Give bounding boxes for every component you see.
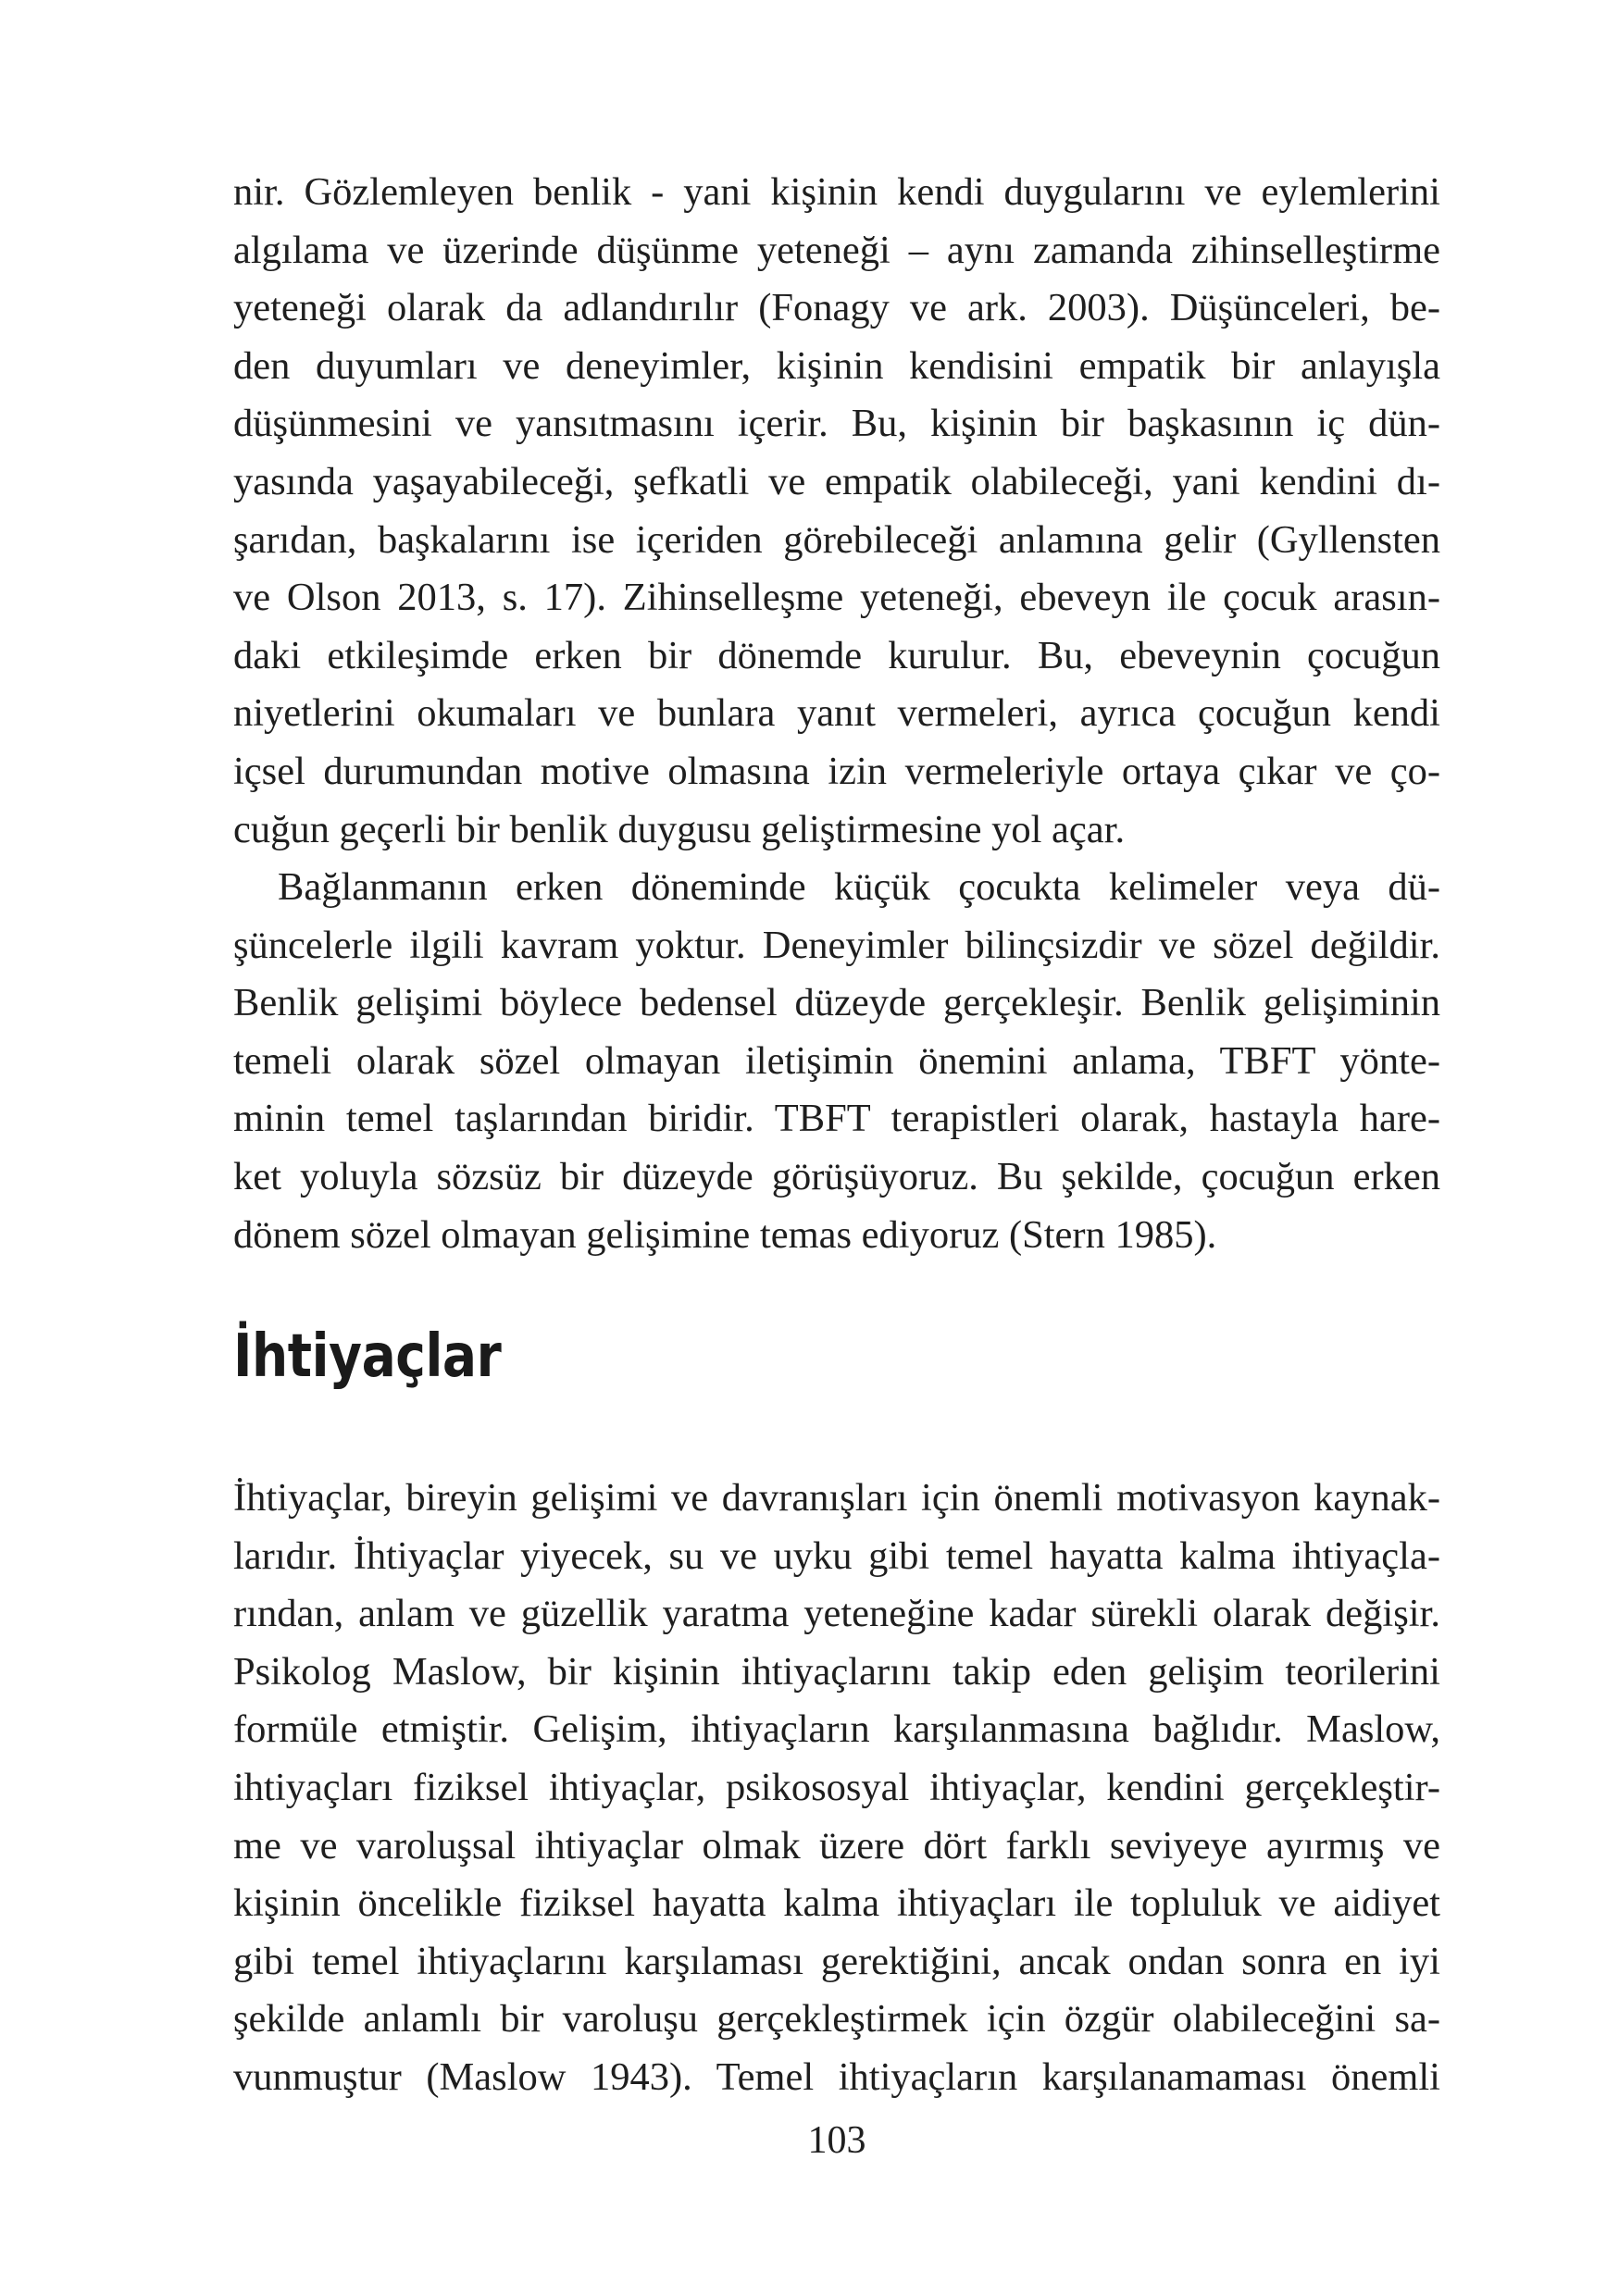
text-line: daki etkileşimde erken bir dönemde kurulur. Bu, ebeveynin çocuğun: [233, 633, 1440, 677]
text-line: me ve varoluşsal ihtiyaçlar olmak üzere dört farklı seviyeye ayırmış ve: [233, 1823, 1440, 1868]
text-line: ve Olson 2013, s. 17). Zihinselleşme yeteneği, ebeveyn ile çocuk arasın-: [233, 576, 1440, 620]
text-line: Bağlanmanın erken döneminde küçük çocukta kelimeler veya dü-: [278, 865, 1440, 909]
text-line: İhtiyaçlar, bireyin gelişimi ve davranışları için önemli motivasyon kaynak-: [233, 1476, 1440, 1520]
text-line: dönem sözel olmayan gelişimine temas ediyoruz (Stern 1985).: [233, 1212, 1217, 1257]
text-line: larıdır. İhtiyaçlar yiyecek, su ve uyku gibi temel hayatta kalma ihtiyaçla-: [233, 1533, 1440, 1578]
text-line: rından, anlam ve güzellik yaratma yeteneğine kadar sürekli olarak değişir.: [233, 1592, 1440, 1636]
text-line: cuğun geçerli bir benlik duygusu geliştirmesine yol açar.: [233, 807, 1126, 851]
text-line: düşünmesini ve yansıtmasını içerir. Bu, kişinin bir başkasının iç dün-: [233, 402, 1440, 446]
text-line: minin temel taşlarından biridir. TBFT terapistleri olarak, hastayla hare-: [233, 1097, 1440, 1141]
text-line: temeli olarak sözel olmayan iletişimin önemini anlama, TBFT yönte-: [233, 1038, 1440, 1083]
paragraph-attachment: [233, 859, 1440, 1264]
text-line: niyetlerini okumaları ve bunlara yanıt vermeleri, ayrıca çocuğun kendi: [233, 691, 1440, 736]
text-line: Psikolog Maslow, bir kişinin ihtiyaçlarını takip eden gelişim teorilerini: [233, 1649, 1440, 1694]
text-line: vunmuştur (Maslow 1943). Temel ihtiyaçların karşılanamaması önemli: [233, 2054, 1440, 2099]
text-line: ket yoluyla sözsüz bir düzeyde görüşüyoruz. Bu şekilde, çocuğun erken: [233, 1154, 1440, 1198]
book-page: [233, 0, 1440, 2296]
text-line: yeteneği olarak da adlandırılır (Fonagy ve ark. 2003). Düşünceleri, be-: [233, 286, 1440, 330]
paragraph-mentalization: [233, 164, 1440, 859]
text-line: ihtiyaçları fiziksel ihtiyaçlar, psikososyal ihtiyaçlar, kendini gerçekleştir-: [233, 1765, 1440, 1809]
text-line: kişinin öncelikle fiziksel hayatta kalma ihtiyaçları ile topluluk ve aidiyet: [233, 1881, 1440, 1926]
text-line: formüle etmiştir. Gelişim, ihtiyaçların karşılanmasına bağlıdır. Maslow,: [233, 1707, 1440, 1752]
paragraph-needs: [233, 1470, 1440, 2107]
text-line: şüncelerle ilgili kavram yoktur. Deneyimler bilinçsizdir ve sözel değildir.: [233, 923, 1440, 967]
text-line: içsel durumundan motive olmasına izin vermeleriyle ortaya çıkar ve ço-: [233, 749, 1440, 793]
text-line: nir. Gözlemleyen benlik - yani kişinin kendi duygularını ve eylemlerini: [233, 170, 1440, 214]
text-line: Benlik gelişimi böylece bedensel düzeyde gerçekleşir. Benlik gelişiminin: [233, 981, 1440, 1025]
section-heading: İhtiyaçlar: [233, 1322, 502, 1391]
text-line: şarıdan, başkalarını ise içeriden görebileceği anlamına gelir (Gyllensten: [233, 517, 1440, 562]
text-line: algılama ve üzerinde düşünme yeteneği – aynı zamanda zihinselleştirme: [233, 228, 1440, 272]
text-line: gibi temel ihtiyaçlarını karşılaması gerektiğini, ancak ondan sonra en iyi: [233, 1939, 1440, 1983]
text-line: yasında yaşayabileceği, şefkatli ve empatik olabileceği, yani kendini dı-: [233, 459, 1440, 503]
text-line: den duyumları ve deneyimler, kişinin kendisini empatik bir anlayışla: [233, 343, 1440, 388]
text-line: şekilde anlamlı bir varoluşu gerçekleştirmek için özgür olabileceğini sa-: [233, 1997, 1440, 2042]
page-number: 103: [807, 2119, 866, 2162]
